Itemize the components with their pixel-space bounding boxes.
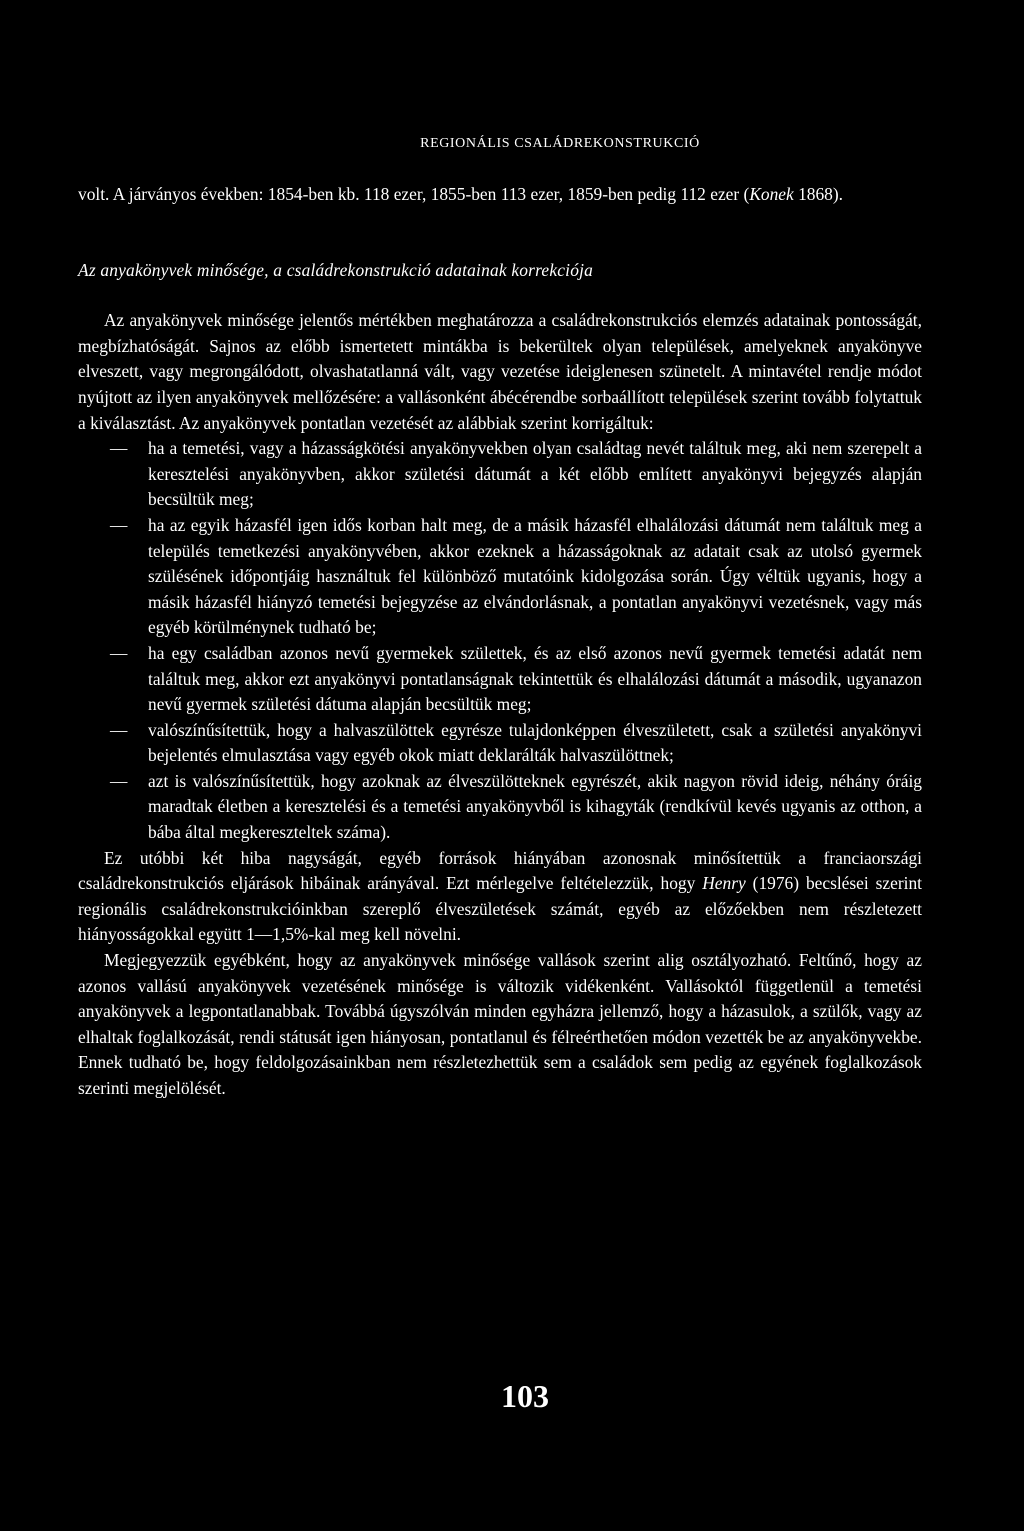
list-item [78, 641, 922, 718]
list-item [78, 718, 922, 769]
list-dash: — [110, 719, 128, 740]
section-heading: Az anyakönyvek minősége, a családrekonstrukció adatainak korrekciója [78, 259, 594, 280]
paragraph-error-estimate [78, 846, 922, 948]
list-item-text: ha az egyik házasfél igen idős korban halt meg, de a másik házasfél elhalálozási dátumát nem találtuk meg a település temetkezési anyakönyvében, akkor ezeknek a házasságoknak az adatait csak az utolsó gyermek szülésének időpontjáig használtuk fel különböző mutatóink kidolgozása során. Úgy véltük ugyanis, hogy a másik házasfél hiányzó temetési bejegyzése az elvándorlásnak, a pontatlan anyakönyvi vezetésnek, vagy más egyéb körülménynek tudható be; [148, 514, 922, 638]
list-item-text: ha a temetési, vagy a házasságkötési anyakönyvekben olyan családtag nevét találtuk meg, aki nem szerepelt a keresztelési anyakönyvben, akkor születési dátumát a két előbb említett anyakönyvi bejegyzés alapján becsültük meg; [148, 438, 922, 510]
list-item-text: azt is valószínűsítettük, hogy azoknak az élveszülötteknek egyrészét, akik nagyon rövid ideig, néhány óráig maradtak életben a keresztelési és a temetési anyakönyvből is kihagyták (rendkívül kevés ugyanis az otthon, a bába által megkereszteltek száma). [148, 770, 922, 843]
continuation-text: volt. A járványos években: 1854-ben kb. 118 ezer, 1855-ben 113 ezer, 1859-ben pedig 112 ezer ( [78, 184, 750, 204]
citation-author: Konek [749, 184, 794, 204]
correction-list [78, 436, 922, 846]
continuation-paragraph [78, 182, 922, 208]
document-page [78, 0, 922, 1531]
list-item-text: ha egy családban azonos nevű gyermekek születtek, és az első azonos nevű gyermek temetési adatát nem találtuk meg, akkor ezt anyakönyvi pontatlanságnak tekintettük és elhalálozási dátumát a második, ugyanazon nevű gyermek születési dátuma alapján becsültük meg; [148, 642, 922, 715]
list-dash: — [110, 514, 128, 535]
page-number: 103 [501, 1378, 549, 1414]
list-dash: — [110, 642, 128, 663]
citation-author-henry: Henry [702, 873, 746, 894]
body-text [78, 182, 922, 1102]
list-dash: — [110, 438, 128, 459]
paragraph-intro: Az anyakönyvek minősége jelentős mértékben meghatározza a családrekonstrukciós elemzés adatainak pontosságát, megbízhatóságát. Sajnos az előbb ismertetett mintákba is bekerültek olyan települések, amelyeknek anyakönyve elveszett, vagy megrongálódott, olvashatatlanná vált, vagy vezetése ideiglenesen szünetelt. A mintavétel rendje módot nyújtott az ilyen anyakönyvek mellőzésére: a vallásonként ábécérendbe sorbaállított települések szerint tovább folytattuk a kiválasztást. Az anyakönyvek pontatlan vezetését az alábbiak szerint korrigáltuk: [78, 310, 922, 433]
continuation-text-end: 1868). [793, 184, 844, 204]
running-head: REGIONÁLIS CSALÁDREKONSTRUKCIÓ [420, 136, 700, 151]
paragraph-religion-quality: Megjegyezzük egyébként, hogy az anyakönyvek minősége vallások szerint alig osztályozható. Feltűnő, hogy az azonos vallású anyakönyvek vezetésének minősége is változik vidékenként. Vallásoktól függetlenül a temetési anyakönyvek a legpontatlanabbak. Továbbá úgyszólván minden egyházra jellemző, hogy a házasulok, a szülők, vagy az elhaltak foglalkozását, rendi státusát igen hiányosan, pontatlanul és félreérthetően módon vezették be az anyakönyvekbe. Ennek tudható be, hogy feldolgozásainkban nem részletezhettük sem a családok sem pedig az egyének foglalkozások szerinti megjelölését. [78, 950, 922, 1098]
list-item [78, 436, 922, 513]
paragraph-error-estimate-text: Ez utóbbi két hiba nagyságát, egyéb források hiányában azonosnak minősítettük a franciaországi családrekonstrukciós eljárások hibáinak arányával. Ezt mérlegelve feltételezzük, hogy [78, 847, 922, 894]
list-item [78, 513, 922, 641]
paragraph-error-estimate-text-end: (1976) becslései szerint regionális családrekonstrukcióinkban szereplő élveszületések számát, egyéb az előzőekben nem részletezett hiányosságokkal együtt 1—1,5%-kal meg kell növelni. [78, 873, 923, 945]
list-dash: — [110, 770, 128, 791]
list-item-text: valószínűsítettük, hogy a halvaszülöttek egyrésze tulajdonképpen élveszületett, csak a születési anyakönyvi bejelentés elmulasztása vagy egyéb okok miatt deklarálták halvaszülöttnek; [148, 719, 922, 766]
list-item [78, 769, 922, 846]
